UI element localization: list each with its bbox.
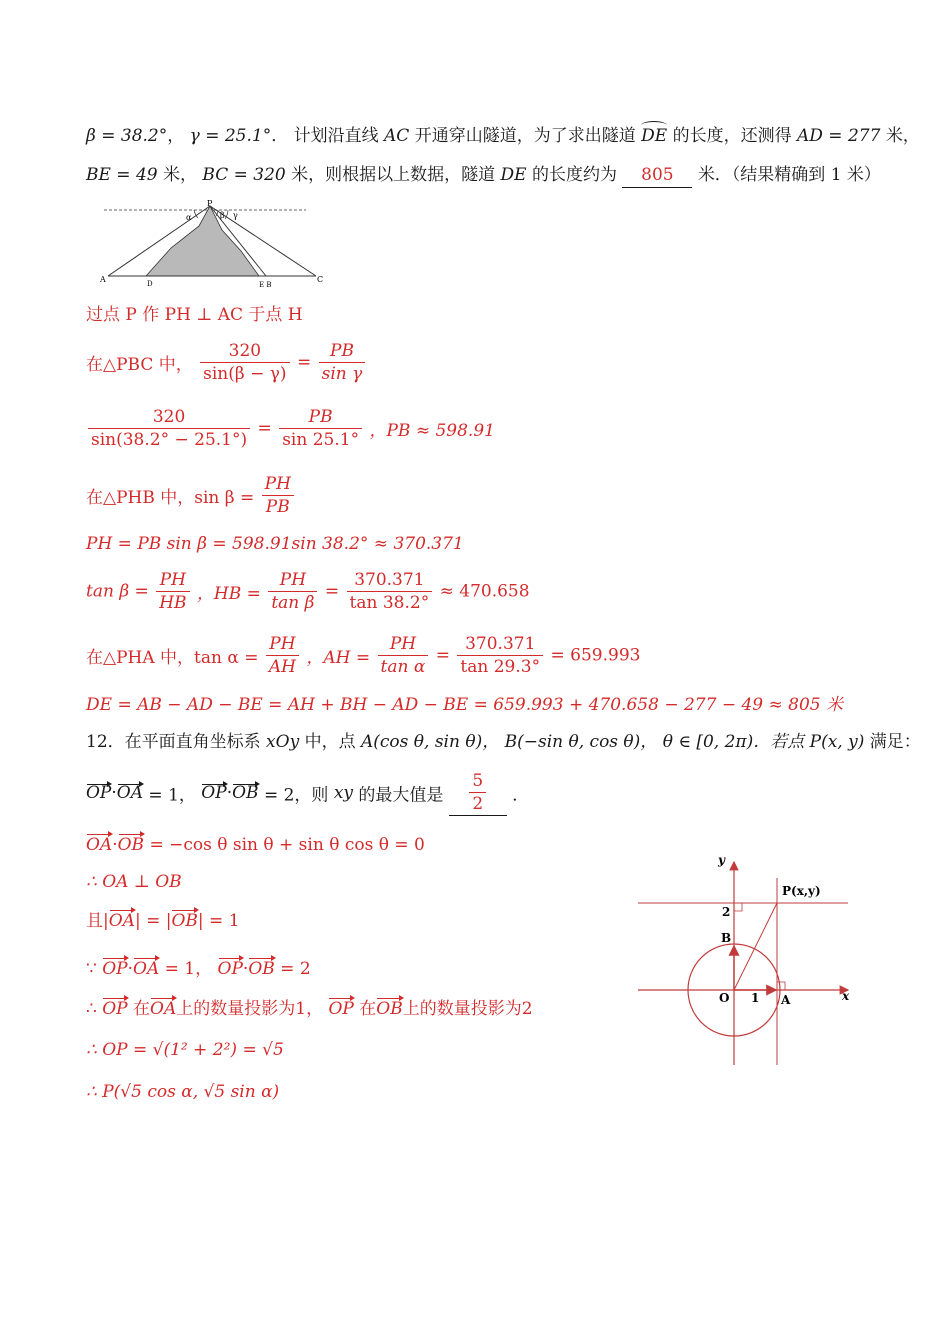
frac-den: tan 29.3° [460,657,541,677]
vec-oa: OA [86,835,113,855]
frac-num: PH [262,473,294,496]
de-arc-label: DE [641,126,668,146]
bc-value: BC = 320 [202,165,286,185]
solution11-step7 [86,633,640,678]
vec-oa: OA [150,999,177,1019]
label-alpha: α [186,213,192,222]
label-d: D [147,280,153,288]
problem11-text: 的长度约为 [532,165,617,185]
step-prefix: 在△PHB 中，sin β = [86,488,255,508]
ah-eq: ，AH = [306,648,371,668]
label-gamma: γ [233,211,238,220]
solution11-step4 [86,473,296,518]
ac-label: AC [384,126,410,146]
solution12-step2: ∴ OA ⊥ OB [86,872,182,892]
tan-beta: tan β = [86,581,149,602]
be-value: BE = 49 [86,165,158,185]
eq-2: = 2 [280,959,311,979]
problem11-text: 计划沿直线 [293,126,379,146]
point-p: P(x, y) [809,732,865,752]
solution12-step3: 且|OA| = |OB| = 1 [86,911,240,931]
label-p: P [207,199,213,208]
frac-num: PH [268,569,317,592]
dot-product-expr: = −cos θ sin θ + sin θ cos θ = 0 [149,835,425,855]
because-symbol: ∵ [86,959,97,979]
problem-number: 12．在平面直角坐标系 [86,732,261,752]
eq-1: = 1， [164,959,213,979]
solution12-step5 [86,997,533,1021]
op-segment [734,903,777,990]
frac-num: 320 [200,340,289,363]
solution11-step3 [86,406,495,451]
answer-num: 5 [469,770,486,793]
label-beta: β [220,211,225,220]
vec-oa: OA [108,911,135,931]
vec-oa: OA [116,783,144,803]
text: 在 [133,999,151,1019]
frac-den: tan 38.2° [349,593,430,613]
period: ． [512,785,530,806]
tunnel-diagram [94,196,330,292]
frac-den: sin 25.1° [282,430,360,450]
vec-ob: OB [117,835,145,855]
magnitude-eq: = 1 [209,911,240,931]
vec-op: OP [102,959,128,979]
label-2: 2 [722,905,731,919]
right-angle-mark [734,903,742,911]
step-prefix: 在△PHA 中，tan α = [86,648,259,668]
point-b: B(−sin θ, cos θ)， [504,732,658,752]
frac-num: PB [279,406,362,429]
solution11-step1: 过点 P 作 PH ⊥ AC 于点 H [86,305,303,325]
frac-num: PB [319,340,366,363]
vec-ob: OB [376,999,403,1019]
equals: = [296,352,312,373]
text: 在 [359,999,377,1019]
frac-den: sin(38.2° − 25.1°) [91,430,248,450]
hb-result: ≈ 470.658 [439,581,530,602]
point-a: A(cos θ, sin θ)， [361,732,500,752]
mountain-shape [146,206,259,276]
text: 上的数量投影为2 [402,999,533,1019]
equals: = [324,581,340,602]
gamma-value: γ = 25.1° [189,126,272,146]
label-c: C [317,275,324,284]
ah-result: = 659.993 [550,645,641,666]
problem11-text: 米．（结果精确到 1 米） [697,165,881,185]
step-prefix: 且 [86,911,103,931]
problem12-text: 的最大值是 [358,785,444,806]
label-eb: E B [259,281,272,289]
frac-den: tan β [271,593,315,613]
label-1: 1 [751,991,760,1005]
frac-den: sin(β − γ) [203,364,287,384]
frac-den: PB [265,497,290,517]
problem11-line1: β = 38.2°， γ = 25.1°． 计划沿直线 AC 开通穿山隧道，为了求出隧道 DE 的长度，还测得 AD = 277 米， [86,126,920,146]
eq-1: = 1， [148,785,196,806]
solution12-step6: ∴ OP = √(1² + 2²) = √5 [86,1040,284,1060]
problem11-line2 [86,163,881,188]
label-x: x [842,989,850,1003]
label-o: O [719,991,730,1005]
text: 上的数量投影为1， [176,999,324,1019]
problem11-text: 开通穿山隧道，为了求出隧道 [414,126,636,146]
solution11-step8: DE = AB − AD − BE = AH + BH − AD − BE = 659.993 + 470.658 − 277 − 49 ≈ 805 米 [86,695,843,715]
answer-805: 805 [622,163,692,188]
label-y: y [718,853,725,867]
label-a: A [100,275,106,284]
right-angle-mark [777,982,785,990]
vec-ob: OB [232,783,259,803]
xoy-label: xOy [266,732,300,752]
vec-op: OP [102,999,128,1019]
solution11-step2 [86,340,367,385]
frac-num: 370.371 [457,633,543,656]
vec-ob: OB [171,911,198,931]
answer-blank [449,770,507,816]
eq-2: = 2，则 [263,785,329,806]
pb-result: ，PB ≈ 598.91 [369,421,495,441]
vec-oa: OA [133,959,160,979]
frac-den: sin γ [321,364,363,384]
beta-value: β = 38.2° [86,126,168,146]
problem12-line2: OP·OA = 1， OP·OB = 2，则 xy 的最大值是 $\frac{5}{2}$ ． [86,771,530,814]
vec-op: OP [328,999,354,1019]
vec-op: OP [217,959,243,979]
frac-num: 370.371 [347,569,433,592]
vec-op: OP [201,783,227,803]
frac-num: 320 [88,406,250,429]
ad-value: AD = 277 [797,126,881,146]
solution12-step7: ∴ P(√5 cos α, √5 sin α) [86,1082,280,1102]
solution11-step5: PH = PB sin β = 598.91sin 38.2° ≈ 370.371 [86,534,464,554]
vec-op: OP [86,783,112,803]
label-a: A [781,993,791,1007]
solution11-step6 [86,569,530,614]
frac-num: PH [156,569,189,592]
equals: = [257,418,272,439]
frac-num: PH [266,633,299,656]
de-label: DE [500,165,527,185]
coordinate-diagram [630,850,860,1070]
label-b: B [721,931,732,945]
theta-range: θ ∈ [0, 2π)．若点 [662,732,805,752]
answer-den: 2 [472,794,484,814]
frac-num: PH [378,633,429,656]
problem12-text: 满足： [869,732,921,752]
equals: = [435,645,451,666]
problem11-text: 米，则根据以上数据，隧道 [291,165,496,185]
hb-eq: ，HB = [196,584,261,604]
problem11-text: 的长度，还测得 [672,126,792,146]
label-p: P(x,y) [782,884,821,898]
therefore-symbol: ∴ [86,999,97,1019]
frac-den: AH [268,657,296,677]
unit: 米， [163,165,197,185]
problem12-text: 中，点 [304,732,356,752]
solution12-step4: ∵ OP·OA = 1， OP·OB = 2 [86,959,311,979]
frac-den: HB [159,593,187,613]
xy-label: xy [333,783,354,803]
solution12-step1: OA·OB = −cos θ sin θ + sin θ cos θ = 0 [86,835,425,855]
step-prefix: 在△PBC 中， [86,355,193,375]
problem12-line1 [86,730,921,754]
frac-den: tan α [380,657,426,677]
unit: 米， [885,126,920,146]
vec-ob: OB [248,959,275,979]
